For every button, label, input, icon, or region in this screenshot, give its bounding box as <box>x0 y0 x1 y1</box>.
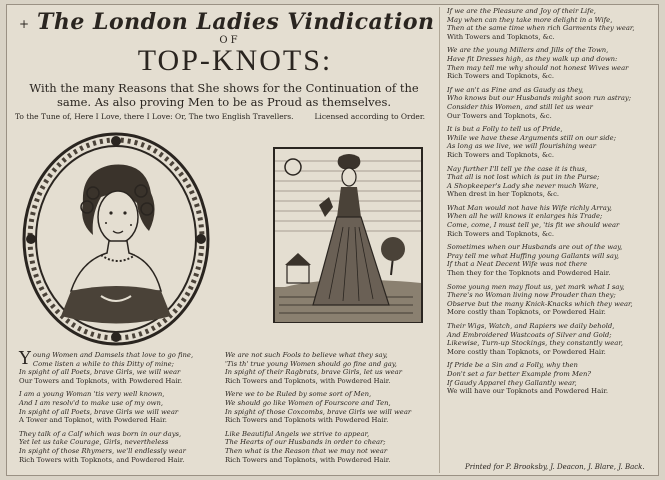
lady-woodcut <box>273 147 423 323</box>
stanza: Y oung Women and Damsels that love to go fine, Come listen a while to this Ditty of mine; In spight of all Poets, brave Girls, we will wear Our Towers and Topknots, with Powdered Hair. <box>19 348 194 385</box>
right-panel <box>447 7 657 475</box>
tune-line <box>15 112 433 122</box>
cross-mark: + <box>19 17 30 31</box>
subtitle: With the many Reasons that She shows for the Continuation of the same. As also proving Men to be as Proud as themselves. <box>29 81 419 109</box>
broadside-sheet <box>6 4 659 476</box>
stanza: Were we to be Ruled by some sort of Men, We should go like Women of Fourscore and Ten, In spight of those Coxcombs, brave Girls we will wear Rich Towers and Topknots with Powdered Hair. <box>225 390 412 425</box>
stanza: If we an't as Fine and as Gaudy as they, Who knows but our Husbands might soon run astray; Consider this Women, and still let us wear Our Towers and Topknots, &c. <box>447 85 632 120</box>
verse-column-2 <box>225 351 435 469</box>
stanza: Nay further I'll tell ye the case it is thus, That all is not lost which is put in the Purse; A Shopkeeper's Lady she never much Ware, When drest in her Topknots, &c. <box>447 164 600 199</box>
stanza: Sometimes when our Husbands are out of the way, Pray tell me what Huffing young Gallants will say, If that a Neat Decent Wife was not there Then they for the Topknots and Powdered Hair. <box>447 243 623 278</box>
stanza: What Man would not have his Wife richly Array, When all he will knows it enlarges his Trade; Come, come, I must tell ye, 'tis fit we should wear Rich Towers and Topknots, &c. <box>447 203 620 238</box>
stanza: Like Beautiful Angels we strive to appear, The Hearts of our Husbands in order to chear; Then what is the Reason that we may not wear Rich Towers and Topknots, with Powdered Hair. <box>225 429 391 464</box>
ballad-title: The London Ladies Vindication <box>37 9 435 35</box>
stanza: It is but a Folly to tell us of Pride, While we have these Arguments still on our side; As long as we live, we will flourishing wear Rich Towers and Topknots, &c. <box>447 125 616 159</box>
title-topknots: TOP-KNOTS: <box>137 44 333 77</box>
licensed-text: Licensed according to Order. <box>314 112 425 121</box>
printer-imprint: Printed for P. Brooksby, J. Deacon, J. Blare, J. Back. <box>465 463 645 471</box>
stanza: They talk of a Calf which was born in our days, Yet let us take Courage, Girls, nevertheless In spight of those Rhymers, we'll endlessly wear Rich Towers with Topknots, and Powdered Hair. <box>19 429 186 464</box>
stanza: I am a young Woman 'tis very well known, And I am resolv'd to make use of my own, In spight of all Poets, brave Girls we will wear A Tower and Topknot, with Powdered Hair. <box>19 390 179 425</box>
stanza: If we are the Pleasure and Joy of their Life, May when can they take more delight in a Wife, Then at the same time when rich Garments they wear, With Towers and Topknots, &c. <box>447 7 635 41</box>
title-of: OF <box>219 35 241 46</box>
tune-text: To the Tune of, Here I Love, there I Love: Or, The two English Travellers. <box>15 112 294 121</box>
stanza: Some young men may flout us, yet mark what I say, There's no Woman living now Prouder than they; Observe but the many Knick-Knacks which they wear, More costly than Topknots, or Powdered Hair. <box>447 282 633 317</box>
verse-column-1 <box>19 348 219 469</box>
portrait-woodcut <box>21 131 211 347</box>
verse-column-3 <box>447 7 657 401</box>
left-panel <box>15 7 433 475</box>
drop-cap: Y <box>19 348 31 369</box>
stanza: We are not such Fools to believe what they say, 'Tis th' true young Women should go fine and gay, In spight of their Ragbrats, brave Girls, let us wear Rich Towers and Topknots, with Powdered Hair. <box>225 351 402 385</box>
stanza: If Pride be a Sin and a Folly, why then Don't set a far better Example from Men? If Gaudy Apparel they Gallantly wear, We will have our Topknots and Powdered Hair. <box>447 361 608 396</box>
stanza: Their Wigs, Watch, and Rapiers we daily behold, And Embroidered Wastcoats of Silver and Gold; Likewise, Turn-up Stockings, they constantly wear, More costly than Topknots, or Powdered Hair. <box>447 322 624 356</box>
stanza: We are the young Millers and Jills of the Town, Have fit Dresses high, as they walk up and down: Then may tell me why should not honest Wives wear Rich Towers and Topknots, &c. <box>447 46 629 81</box>
column-divider <box>439 7 440 473</box>
